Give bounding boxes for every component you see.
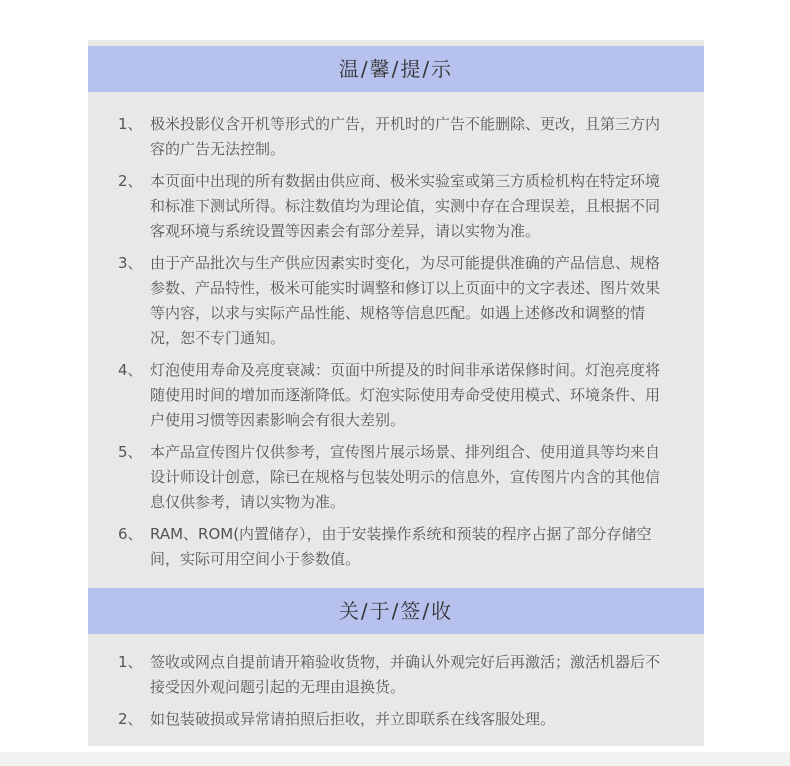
item-number: 2、 — [118, 710, 143, 728]
bottom-divider — [0, 752, 790, 766]
receipt-list — [118, 650, 674, 739]
item-number: 2、 — [118, 172, 143, 190]
item-text: RAM、ROM(内置储存），由于安装操作系统和预装的程序占据了部分存储空间，实际可用空间小于参数值。 — [150, 525, 652, 568]
item-number: 1、 — [118, 653, 143, 671]
receipt-title: 关/于/签/收 — [338, 599, 454, 623]
item-text: 本产品宣传图片仅供参考，宣传图片展示场景、排列组合、使用道具等均来自设计师设计创意，除已在规格与包装处明示的信息外，宣传图片内含的其他信息仅供参考，请以实物为准。 — [150, 443, 661, 511]
item-text: 灯泡使用寿命及亮度衰减：页面中所提及的时间非承诺保修时间。灯泡亮度将随使用时间的增加而逐渐降低。灯泡实际使用寿命受使用模式、环境条件、用户使用习惯等因素影响会有很大差别。 — [150, 361, 661, 429]
notice-item-5 — [118, 440, 674, 515]
item-number: 4、 — [118, 361, 143, 379]
item-text: 本页面中出现的所有数据由供应商、极米实验室或第三方质检机构在特定环境和标准下测试所得。标注数值均为理论值，实测中存在合理误差，且根据不同客观环境与系统设置等因素会有部分差异，请以实物为准。 — [150, 172, 661, 240]
item-number: 6、 — [118, 525, 143, 543]
notice-item-1 — [118, 112, 674, 162]
notice-item-6 — [118, 522, 674, 572]
item-text: 极米投影仪含开机等形式的广告，开机时的广告不能删除、更改，且第三方内容的广告无法控制。 — [150, 115, 661, 158]
receipt-header — [88, 588, 704, 634]
notice-header — [88, 46, 704, 92]
item-text: 由于产品批次与生产供应因素实时变化，为尽可能提供准确的产品信息、规格参数、产品特性，极米可能实时调整和修订以上页面中的文字表述、图片效果等内容，以求与实际产品性能、规格等信息匹配。如遇上述修改和调整的情况，恕不专门通知。 — [150, 254, 661, 347]
item-number: 5、 — [118, 443, 143, 461]
receipt-item-1 — [118, 650, 674, 700]
notice-title: 温/馨/提/示 — [338, 57, 454, 81]
notice-item-2 — [118, 169, 674, 244]
item-text: 如包装破损或异常请拍照后拒收，并立即联系在线客服处理。 — [150, 710, 556, 728]
receipt-item-2 — [118, 707, 674, 732]
item-text: 签收或网点自提前请开箱验收货物，并确认外观完好后再激活；激活机器后不接受因外观问题引起的无理由退换货。 — [150, 653, 661, 696]
notice-item-3 — [118, 251, 674, 351]
item-number: 1、 — [118, 115, 143, 133]
item-number: 3、 — [118, 254, 143, 272]
notice-list — [118, 112, 674, 579]
notice-panel — [88, 40, 704, 746]
notice-item-4 — [118, 358, 674, 433]
